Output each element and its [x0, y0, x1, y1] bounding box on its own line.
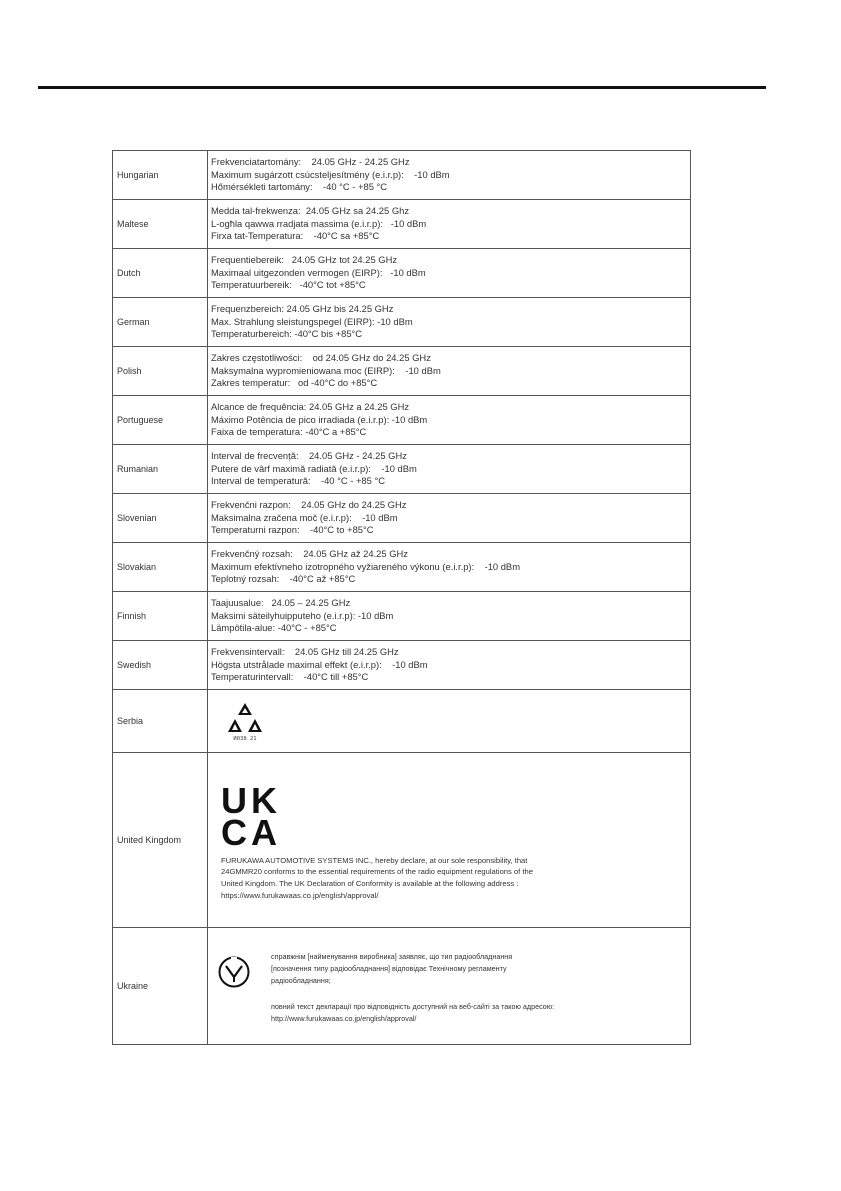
temperature-range-text: Zakres temperatur: od -40°C do +85°C	[211, 377, 378, 389]
info-cell	[208, 396, 691, 445]
serbia-mark-cell	[208, 690, 691, 753]
frequency-range-text: Frekvenciatartomány: 24.05 GHz - 24.25 GHz	[211, 156, 410, 168]
temperature-range-text: Temperaturni razpon: -40°C to +85°C	[211, 524, 374, 536]
frequency-range-text: Alcance de frequência: 24.05 GHz a 24.25 GHz	[211, 401, 410, 413]
info-cell	[208, 445, 691, 494]
language-cell: United Kingdom	[113, 753, 208, 928]
temperature-range-text: Temperatuurbereik: -40°C tot +85°C	[211, 279, 366, 291]
table-row	[113, 396, 691, 445]
table-row	[113, 445, 691, 494]
frequency-range-text: Interval de frecvență: 24.05 GHz - 24.25 GHz	[211, 450, 407, 462]
ukraine-conformity-mark-icon	[217, 955, 251, 989]
serbia-conformity-mark	[225, 701, 265, 742]
info-cell	[208, 298, 691, 347]
frequency-range-text: Medda tal-frekwenza: 24.05 GHz sa 24.25 Ghz	[211, 205, 410, 217]
table-row	[113, 151, 691, 200]
frequency-range-text: Zakres częstotliwości: od 24.05 GHz do 24.25 GHz	[211, 352, 431, 364]
table-row	[113, 592, 691, 641]
language-cell: Ukraine	[113, 928, 208, 1045]
language-cell: Rumanian	[113, 445, 208, 494]
uk-info-cell	[208, 753, 691, 928]
info-cell	[208, 543, 691, 592]
info-cell	[208, 494, 691, 543]
info-cell	[208, 347, 691, 396]
language-cell: German	[113, 298, 208, 347]
language-cell: Maltese	[113, 200, 208, 249]
table-row-serbia	[113, 690, 691, 753]
language-cell: Finnish	[113, 592, 208, 641]
ukraine-declaration-line: радіообладнання;	[271, 976, 331, 985]
table-row-uk	[113, 753, 691, 928]
info-cell	[208, 592, 691, 641]
ukraine-declaration-line: повний текст декларації про відповідність доступний на веб-сайті за такою адресою:	[271, 1002, 555, 1011]
temperature-range-text: Temperaturbereich: -40°C bis +85°C	[211, 328, 363, 340]
table-row-ukraine	[113, 928, 691, 1045]
max-power-text: Maksimi säteilyhuipputeho (e.i.r.p): -10 dBm	[211, 609, 394, 621]
language-cell: Slovenian	[113, 494, 208, 543]
ukca-logo-line2: CA	[221, 811, 281, 853]
max-power-text: Maximum efektívneho izotropného vyžiareného výkonu (e.i.r.p): -10 dBm	[211, 560, 520, 572]
max-power-text: Máximo Potência de pico irradiada (e.i.r.p): -10 dBm	[211, 413, 428, 425]
table-row	[113, 249, 691, 298]
language-cell: Hungarian	[113, 151, 208, 200]
language-cell: Polish	[113, 347, 208, 396]
frequency-range-text: Frekvensintervall: 24.05 GHz till 24.25 GHz	[211, 646, 399, 658]
ukraine-info-cell	[208, 928, 691, 1045]
language-cell: Dutch	[113, 249, 208, 298]
triangle-triad-icon	[227, 701, 263, 735]
language-cell: Swedish	[113, 641, 208, 690]
temperature-range-text: Hőmérsékleti tartomány: -40 °C - +85 °C	[211, 181, 388, 193]
ukraine-declaration-line: справжнім [найменування виробника] заявляє, що тип радіообладнання	[271, 952, 513, 961]
uk-declaration-line: United Kingdom. The UK Declaration of Conformity is available at the following address :	[221, 879, 519, 888]
temperature-range-text: Lämpötila-alue: -40°C - +85°C	[211, 622, 337, 634]
uk-declaration-url: https://www.furukawaas.co.jp/english/approval/	[221, 890, 379, 900]
max-power-text: L-ogħla qawwa rradjata massima (e.i.r.p): -10 dBm	[211, 217, 427, 229]
temperature-range-text: Temperaturintervall: -40°C till +85°C	[211, 671, 369, 683]
header-rule	[38, 86, 766, 89]
language-cell: Portuguese	[113, 396, 208, 445]
compliance-table	[112, 150, 691, 1045]
language-cell: Serbia	[113, 690, 208, 753]
frequency-range-text: Frekvenčný rozsah: 24.05 GHz až 24.25 GHz	[211, 548, 408, 560]
table-row	[113, 494, 691, 543]
ukraine-declaration-text	[271, 951, 687, 1025]
uk-declaration-line: FURUKAWA AUTOMOTIVE SYSTEMS INC., hereby declare, at our sole responsibility, that	[221, 855, 528, 865]
max-power-text: Maksimalna zračena moč (e.i.r.p): -10 dBm	[211, 511, 398, 523]
max-power-text: Högsta utstrålade maximal effekt (e.i.r.p): -10 dBm	[211, 658, 428, 670]
table-row	[113, 543, 691, 592]
info-cell	[208, 641, 691, 690]
max-power-text: Max. Strahlung sleistungspegel (EIRP): -10 dBm	[211, 315, 413, 327]
frequency-range-text: Taajuusalue: 24.05 – 24.25 GHz	[211, 597, 351, 609]
ukraine-declaration-line: [позначення типу радіообладнання] відповідає Технічному регламенту	[271, 964, 507, 973]
table-row	[113, 200, 691, 249]
table-row	[113, 641, 691, 690]
temperature-range-text: Interval de temperatură: -40 °C - +85 °C	[211, 475, 385, 487]
ukraine-declaration-url: http://www.furukawaas.co.jp/english/approval/	[271, 1014, 417, 1023]
table-row	[113, 347, 691, 396]
info-cell	[208, 200, 691, 249]
language-cell: Slovakian	[113, 543, 208, 592]
max-power-text: Maximum sugárzott csúcsteljesítmény (e.i.r.p): -10 dBm	[211, 168, 450, 180]
frequency-range-text: Frequenzbereich: 24.05 GHz bis 24.25 GHz	[211, 303, 394, 315]
max-power-text: Maksymalna wypromieniowana moc (EIRP): -10 dBm	[211, 364, 441, 376]
temperature-range-text: Firxa tat-Temperatura: -40°C sa +85°C	[211, 230, 380, 242]
table-row	[113, 298, 691, 347]
max-power-text: Putere de vârf maximă radiată (e.i.r.p): -10 dBm	[211, 462, 417, 474]
frequency-range-text: Frequentiebereik: 24.05 GHz tot 24.25 GHz	[211, 254, 398, 266]
ukca-logo-line1: UK	[221, 779, 281, 821]
info-cell	[208, 151, 691, 200]
frequency-range-text: Frekvenčni razpon: 24.05 GHz do 24.25 GHz	[211, 499, 407, 511]
uk-declaration-text	[221, 855, 661, 901]
temperature-range-text: Teplotný rozsah: -40°C až +85°C	[211, 573, 356, 585]
serbia-mark-code: И038 21	[233, 735, 257, 742]
uk-declaration-line: 24GMMR20 conforms to the essential requirements of the radio equipment regulations of the	[221, 867, 533, 877]
max-power-text: Maximaal uitgezonden vermogen (EIRP): -10 dBm	[211, 266, 426, 278]
info-cell	[208, 249, 691, 298]
temperature-range-text: Faixa de temperatura: -40°C a +85°C	[211, 426, 367, 438]
ukca-logo	[221, 779, 687, 853]
